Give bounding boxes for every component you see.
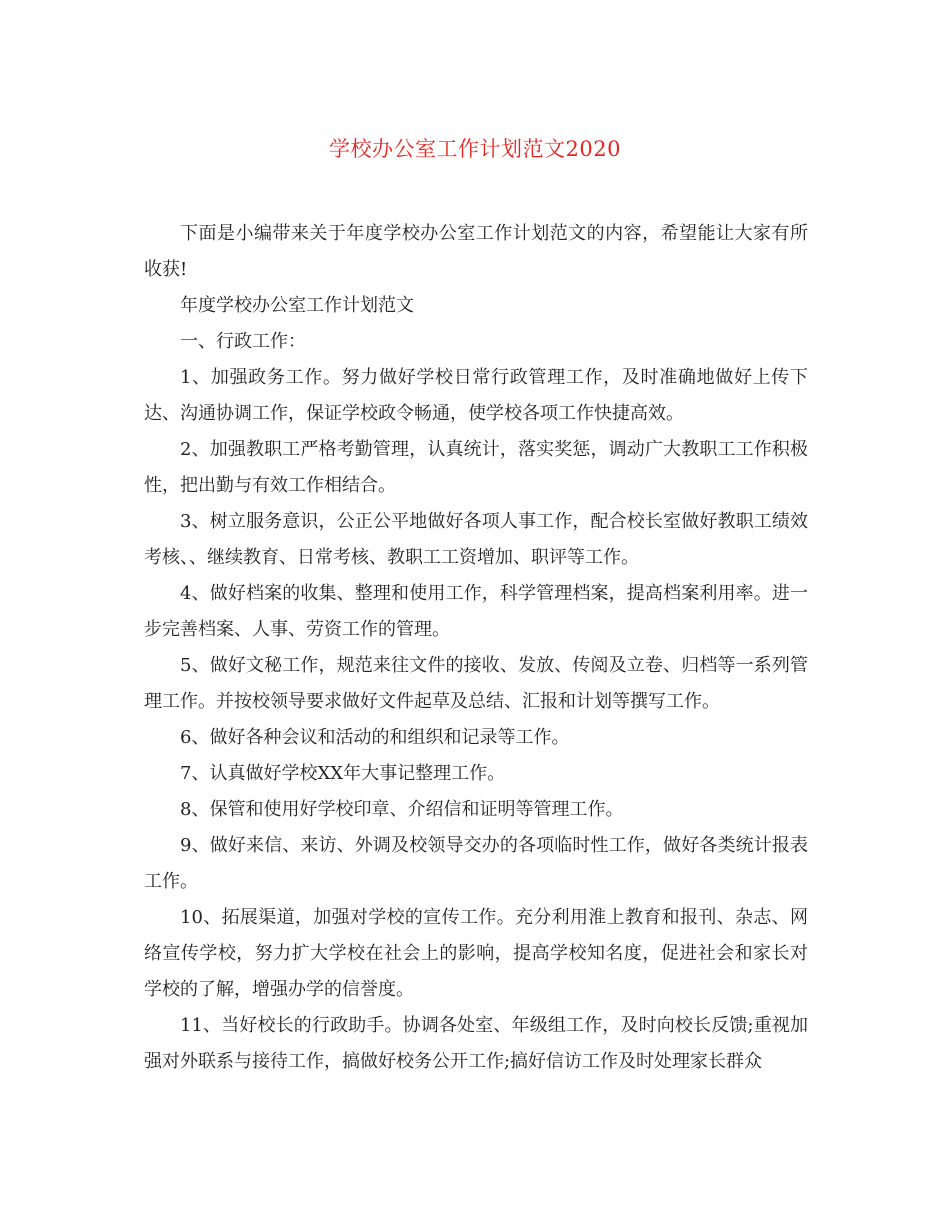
section-heading: 年度学校办公室工作计划范文: [180, 295, 414, 316]
list-item: 9、做好来信、来访、外调及校领导交办的各项临时性工作，做好各类统计报表工作。: [144, 835, 808, 892]
list-item: 7、认真做好学校XX年大事记整理工作。: [180, 763, 506, 784]
list-item: 6、做好各种会议和活动的和组织和记录等工作。: [180, 727, 570, 748]
list-item: 4、做好档案的收集、整理和使用工作，科学管理档案，提高档案利用率。进一步完善档案、人事、劳资工作的管理。: [144, 583, 808, 640]
list-item: 8、保管和使用好学校印章、介绍信和证明等管理工作。: [180, 799, 624, 820]
list-item: 10、拓展渠道，加强对学校的宣传工作。充分利用淮上教育和报刊、杂志、网络宣传学校，努力扩大学校在社会上的影响，提高学校知名度，促进社会和家长对学校的了解，增强办学的信誉度。: [144, 907, 808, 1000]
list-item: 2、加强教职工严格考勤管理，认真统计，落实奖惩，调动广大教职工工作积极性，把出勤与有效工作相结合。: [144, 439, 808, 496]
document-title: 学校办公室工作计划范文2020: [329, 137, 621, 161]
list-item: 5、做好文秘工作，规范来往文件的接收、发放、传阅及立卷、归档等一系列管理工作。并按校领导要求做好文件起草及总结、汇报和计划等撰写工作。: [144, 655, 808, 712]
intro-paragraph: 下面是小编带来关于年度学校办公室工作计划范文的内容，希望能让大家有所收获!: [144, 223, 808, 280]
subsection-heading: 一、行政工作：: [180, 331, 306, 352]
list-item: 1、加强政务工作。努力做好学校日常行政管理工作，及时准确地做好上传下达、沟通协调工作，保证学校政令畅通，使学校各项工作快捷高效。: [144, 367, 808, 424]
document-body: [144, 216, 808, 1080]
list-item: 11、当好校长的行政助手。协调各处室、年级组工作，及时向校长反馈;重视加强对外联系与接待工作，搞做好校务公开工作;搞好信访工作及时处理家长群众: [144, 1015, 808, 1072]
list-item: 3、树立服务意识，公正公平地做好各项人事工作，配合校长室做好教职工绩效考核、、继续教育、日常考核、教职工工资增加、职评等工作。: [144, 511, 808, 568]
